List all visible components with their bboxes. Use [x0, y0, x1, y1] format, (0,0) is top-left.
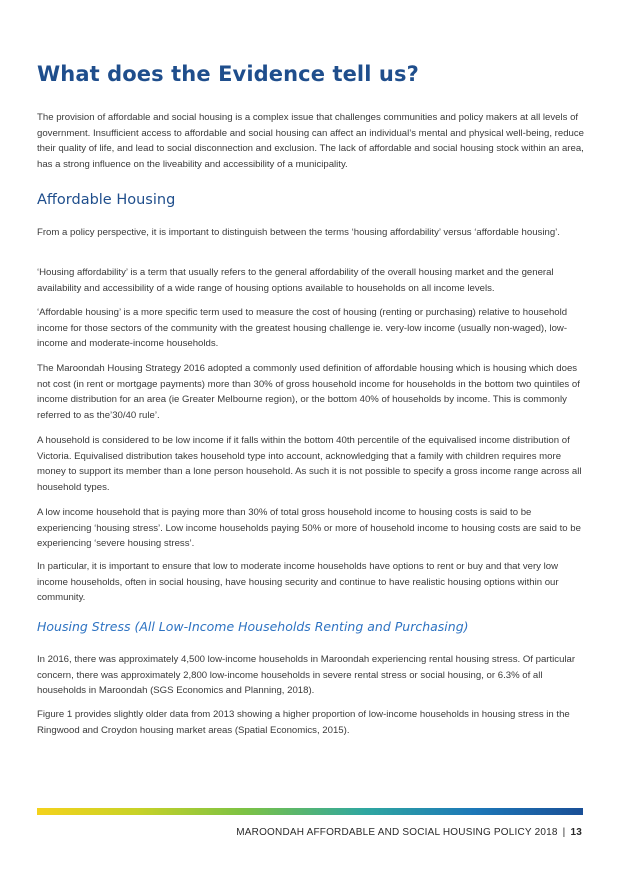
footer-title: MAROONDAH AFFORDABLE AND SOCIAL HOUSING POLICY 2018 — [236, 827, 558, 838]
paragraph: A household is considered to be low income if it falls within the bottom 40th percentile of the equivalised income distribution of Victoria. Equivalised distribution takes household type into account, acknowledging that a family with children requires more money to support its member than a lone person household. As such it is not possible to specify a gross income range across all household types. — [37, 435, 582, 493]
paragraph: ‘Housing affordability’ is a term that usually refers to the general affordability of the overall housing market and the general availability and accessibility of a wide range of housing options available to households on all income levels. — [37, 267, 554, 294]
paragraph: In particular, it is important to ensure that low to moderate income households have options to rent or buy and that very low income households, often in social housing, have housing security and continue to have realistic housing options within our community. — [37, 561, 559, 603]
section-heading: Affordable Housing — [37, 192, 176, 208]
page-footer — [236, 827, 582, 838]
footer-color-rule — [37, 808, 583, 815]
paragraph: In 2016, there was approximately 4,500 low-income households in Maroondah experiencing rental housing stress. Of particular concern, there was approximately 2,800 low-income households in severe rental stress or social housing, or 6.3% of all households in Maroondah (SGS Economics and Planning, 2018). — [37, 654, 576, 696]
paragraph: A low income household that is paying more than 30% of total gross household income to housing costs is said to be experiencing ‘housing stress’. Low income households paying 50% or more of household income to housing costs are said to be experiencing ‘severe housing stress’. — [37, 507, 581, 549]
page-number: 13 — [570, 827, 582, 838]
paragraph: The Maroondah Housing Strategy 2016 adopted a commonly used definition of affordable housing which is housing which does not cost (in rent or mortgage payments) more than 30% of gross household income for households in the bottom two quintiles of income distribution for an area (ie Greater Melbourne region), or the bottom 40% of households by income. This is commonly referred to as the’30/40 rule’. — [37, 363, 580, 421]
paragraph: ‘Affordable housing’ is a more specific term used to measure the cost of housing (renting or purchasing) relative to household income for those sectors of the community with the greatest housing challenge ie. very-low income (usually non-waged), low-income and moderate-income households. — [37, 307, 568, 349]
paragraph: Figure 1 provides slightly older data from 2013 showing a higher proportion of low-income households in housing stress in the Ringwood and Croydon housing market areas (Spatial Economics, 2015). — [37, 709, 570, 736]
paragraph: From a policy perspective, it is important to distinguish between the terms ‘housing affordability’ versus ‘affordable housing’. — [37, 227, 560, 238]
footer-separator: | — [562, 827, 566, 838]
page-heading: What does the Evidence tell us? — [37, 62, 419, 86]
intro-paragraph: The provision of affordable and social housing is a complex issue that challenges communities and policy makers at all levels of government. Insufficient access to affordable and social housing can affect an individual’s mental and physical well-being, reduce their quality of life, and lead to social disconnection and exclusion. The lack of affordable and social housing stock within an area, has a strong influence on the liveability and accessibility of a municipality. — [37, 112, 585, 170]
subsection-heading: Housing Stress (All Low-Income Households Renting and Purchasing) — [37, 619, 469, 634]
